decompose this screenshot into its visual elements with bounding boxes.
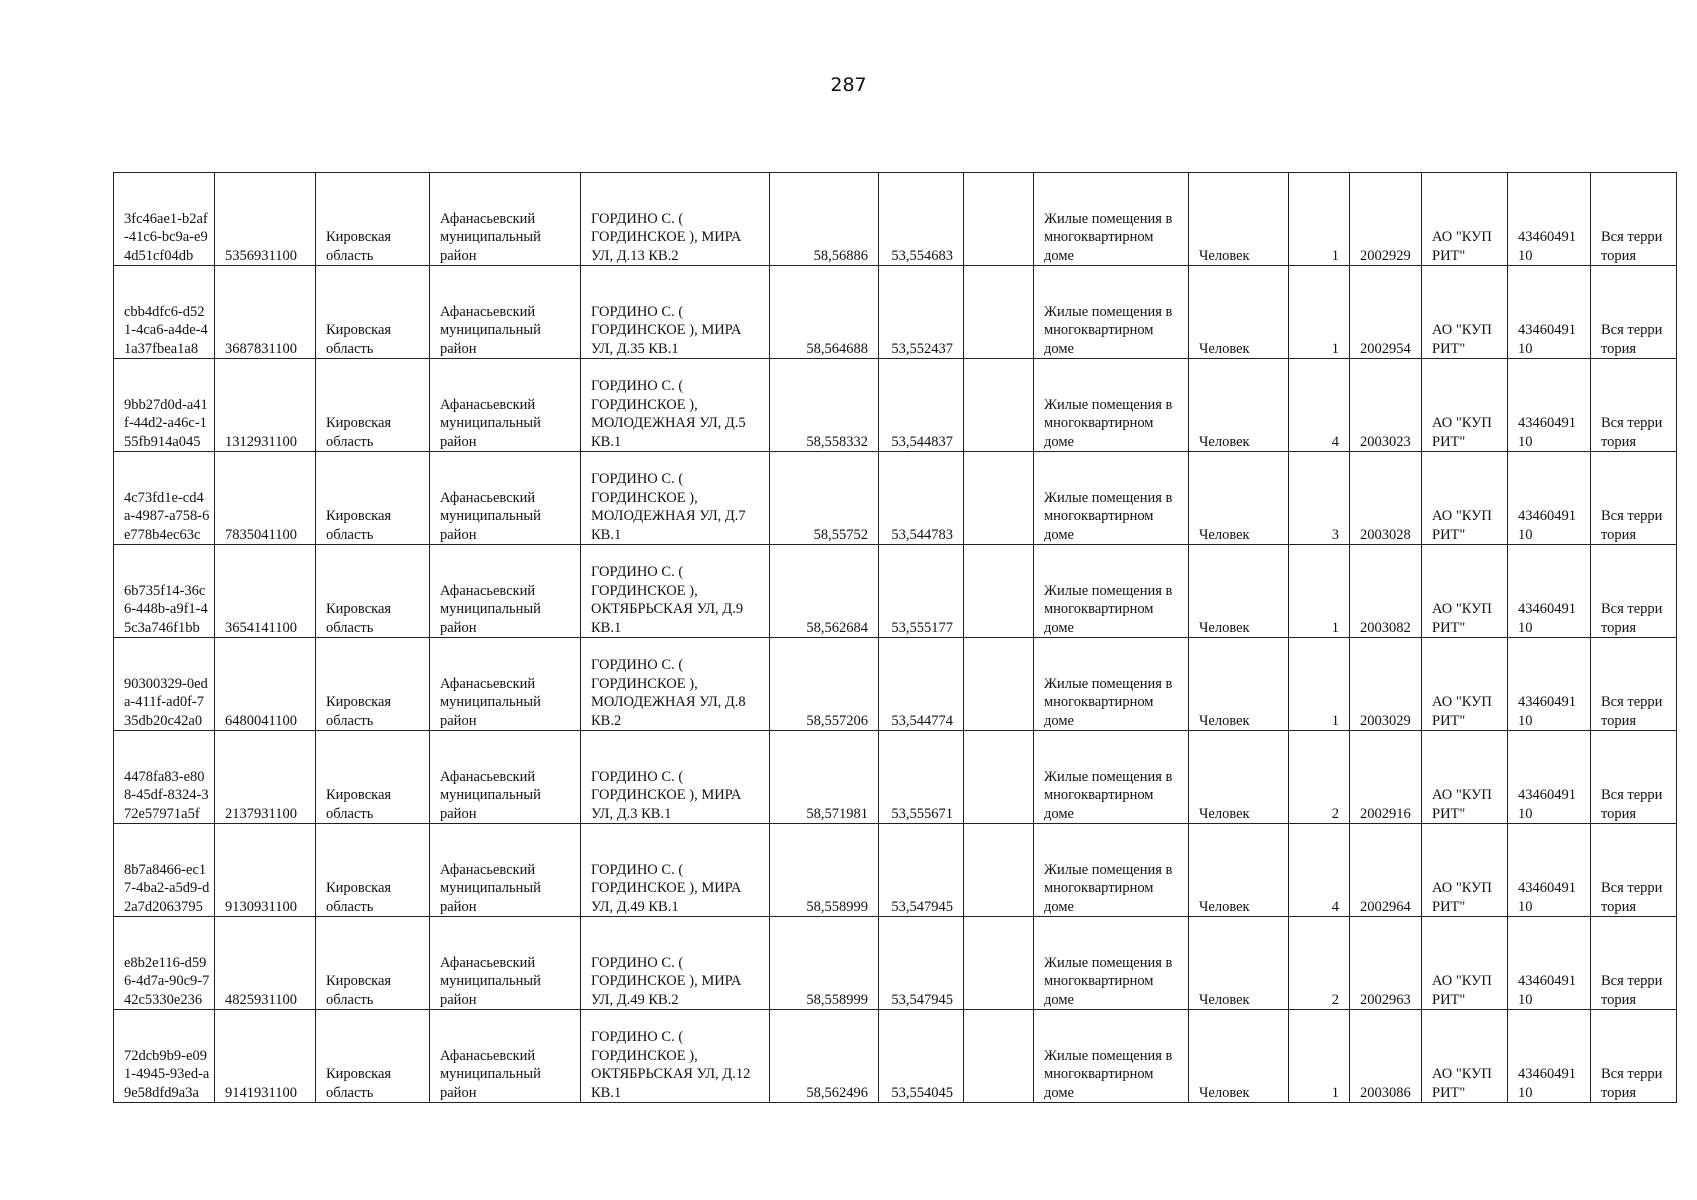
premises-type-cell: Жилые помещения в многоквартирном доме bbox=[1034, 452, 1189, 545]
organization-cell: АО "КУПРИТ" bbox=[1422, 917, 1508, 1010]
number-cell: 2002963 bbox=[1350, 917, 1422, 1010]
inn-cell: 4346049110 bbox=[1508, 917, 1591, 1010]
premises-type-cell: Жилые помещения в многоквартирном доме bbox=[1034, 173, 1189, 266]
region-cell: Кировская область bbox=[316, 917, 430, 1010]
object-id-cell: 9bb27d0d-a41f-44d2-a46c-155fb914a045 bbox=[114, 359, 215, 452]
code-cell: 7835041100 bbox=[215, 452, 316, 545]
region-cell: Кировская область bbox=[316, 638, 430, 731]
premises-type-cell: Жилые помещения в многоквартирном доме bbox=[1034, 266, 1189, 359]
territory-cell: Вся территория bbox=[1591, 545, 1677, 638]
latitude-cell: 58,55752 bbox=[770, 452, 879, 545]
region-cell: Кировская область bbox=[316, 266, 430, 359]
object-id-cell: 4c73fd1e-cd4a-4987-a758-6e778b4ec63c bbox=[114, 452, 215, 545]
region-cell: Кировская область bbox=[316, 545, 430, 638]
table-row bbox=[114, 452, 1677, 545]
address-cell: ГОРДИНО С. ( ГОРДИНСКОЕ ), МИРА УЛ, Д.49 КВ.2 bbox=[581, 917, 770, 1010]
code-cell: 1312931100 bbox=[215, 359, 316, 452]
district-cell: Афанасьевский муниципальный район bbox=[430, 359, 581, 452]
registry-table bbox=[113, 172, 1677, 1103]
latitude-cell: 58,571981 bbox=[770, 731, 879, 824]
region-cell: Кировская область bbox=[316, 824, 430, 917]
count-cell: 1 bbox=[1289, 1010, 1350, 1103]
address-cell: ГОРДИНО С. ( ГОРДИНСКОЕ ), МИРА УЛ, Д.49 КВ.1 bbox=[581, 824, 770, 917]
address-cell: ГОРДИНО С. ( ГОРДИНСКОЕ ), МИРА УЛ, Д.3 КВ.1 bbox=[581, 731, 770, 824]
object-id-cell: 6b735f14-36c6-448b-a9f1-45c3a746f1bb bbox=[114, 545, 215, 638]
code-cell: 3687831100 bbox=[215, 266, 316, 359]
empty-cell bbox=[964, 452, 1034, 545]
number-cell: 2003023 bbox=[1350, 359, 1422, 452]
latitude-cell: 58,562496 bbox=[770, 1010, 879, 1103]
organization-cell: АО "КУПРИТ" bbox=[1422, 731, 1508, 824]
unit-cell: Человек bbox=[1189, 917, 1289, 1010]
unit-cell: Человек bbox=[1189, 824, 1289, 917]
territory-cell: Вся территория bbox=[1591, 917, 1677, 1010]
code-cell: 2137931100 bbox=[215, 731, 316, 824]
count-cell: 4 bbox=[1289, 824, 1350, 917]
count-cell: 2 bbox=[1289, 731, 1350, 824]
inn-cell: 4346049110 bbox=[1508, 1010, 1591, 1103]
organization-cell: АО "КУПРИТ" bbox=[1422, 266, 1508, 359]
territory-cell: Вся территория bbox=[1591, 824, 1677, 917]
number-cell: 2002929 bbox=[1350, 173, 1422, 266]
inn-cell: 4346049110 bbox=[1508, 359, 1591, 452]
longitude-cell: 53,547945 bbox=[879, 917, 964, 1010]
unit-cell: Человек bbox=[1189, 173, 1289, 266]
empty-cell bbox=[964, 266, 1034, 359]
premises-type-cell: Жилые помещения в многоквартирном доме bbox=[1034, 824, 1189, 917]
inn-cell: 4346049110 bbox=[1508, 824, 1591, 917]
organization-cell: АО "КУПРИТ" bbox=[1422, 638, 1508, 731]
number-cell: 2002916 bbox=[1350, 731, 1422, 824]
code-cell: 9130931100 bbox=[215, 824, 316, 917]
table-row bbox=[114, 359, 1677, 452]
district-cell: Афанасьевский муниципальный район bbox=[430, 1010, 581, 1103]
number-cell: 2003029 bbox=[1350, 638, 1422, 731]
table-row bbox=[114, 731, 1677, 824]
count-cell: 1 bbox=[1289, 173, 1350, 266]
number-cell: 2002954 bbox=[1350, 266, 1422, 359]
region-cell: Кировская область bbox=[316, 1010, 430, 1103]
district-cell: Афанасьевский муниципальный район bbox=[430, 452, 581, 545]
empty-cell bbox=[964, 359, 1034, 452]
count-cell: 4 bbox=[1289, 359, 1350, 452]
organization-cell: АО "КУПРИТ" bbox=[1422, 545, 1508, 638]
unit-cell: Человек bbox=[1189, 266, 1289, 359]
premises-type-cell: Жилые помещения в многоквартирном доме bbox=[1034, 638, 1189, 731]
table-row bbox=[114, 266, 1677, 359]
territory-cell: Вся территория bbox=[1591, 173, 1677, 266]
table-row bbox=[114, 638, 1677, 731]
code-cell: 4825931100 bbox=[215, 917, 316, 1010]
latitude-cell: 58,564688 bbox=[770, 266, 879, 359]
empty-cell bbox=[964, 638, 1034, 731]
organization-cell: АО "КУПРИТ" bbox=[1422, 173, 1508, 266]
inn-cell: 4346049110 bbox=[1508, 266, 1591, 359]
unit-cell: Человек bbox=[1189, 359, 1289, 452]
longitude-cell: 53,547945 bbox=[879, 824, 964, 917]
empty-cell bbox=[964, 917, 1034, 1010]
latitude-cell: 58,56886 bbox=[770, 173, 879, 266]
premises-type-cell: Жилые помещения в многоквартирном доме bbox=[1034, 1010, 1189, 1103]
premises-type-cell: Жилые помещения в многоквартирном доме bbox=[1034, 545, 1189, 638]
empty-cell bbox=[964, 824, 1034, 917]
unit-cell: Человек bbox=[1189, 545, 1289, 638]
count-cell: 1 bbox=[1289, 638, 1350, 731]
table-row bbox=[114, 1010, 1677, 1103]
territory-cell: Вся территория bbox=[1591, 266, 1677, 359]
code-cell: 5356931100 bbox=[215, 173, 316, 266]
latitude-cell: 58,562684 bbox=[770, 545, 879, 638]
address-cell: ГОРДИНО С. ( ГОРДИНСКОЕ ), МИРА УЛ, Д.13 КВ.2 bbox=[581, 173, 770, 266]
empty-cell bbox=[964, 1010, 1034, 1103]
organization-cell: АО "КУПРИТ" bbox=[1422, 359, 1508, 452]
longitude-cell: 53,554683 bbox=[879, 173, 964, 266]
table-row bbox=[114, 173, 1677, 266]
empty-cell bbox=[964, 731, 1034, 824]
number-cell: 2003082 bbox=[1350, 545, 1422, 638]
latitude-cell: 58,558999 bbox=[770, 917, 879, 1010]
longitude-cell: 53,544783 bbox=[879, 452, 964, 545]
territory-cell: Вся территория bbox=[1591, 638, 1677, 731]
region-cell: Кировская область bbox=[316, 452, 430, 545]
inn-cell: 4346049110 bbox=[1508, 638, 1591, 731]
table-row bbox=[114, 917, 1677, 1010]
object-id-cell: 4478fa83-e808-45df-8324-372e57971a5f bbox=[114, 731, 215, 824]
organization-cell: АО "КУПРИТ" bbox=[1422, 452, 1508, 545]
territory-cell: Вся территория bbox=[1591, 731, 1677, 824]
latitude-cell: 58,558332 bbox=[770, 359, 879, 452]
district-cell: Афанасьевский муниципальный район bbox=[430, 731, 581, 824]
latitude-cell: 58,558999 bbox=[770, 824, 879, 917]
territory-cell: Вся территория bbox=[1591, 1010, 1677, 1103]
unit-cell: Человек bbox=[1189, 638, 1289, 731]
longitude-cell: 53,552437 bbox=[879, 266, 964, 359]
territory-cell: Вся территория bbox=[1591, 452, 1677, 545]
count-cell: 3 bbox=[1289, 452, 1350, 545]
district-cell: Афанасьевский муниципальный район bbox=[430, 824, 581, 917]
object-id-cell: 3fc46ae1-b2af-41c6-bc9a-e94d51cf04db bbox=[114, 173, 215, 266]
longitude-cell: 53,555177 bbox=[879, 545, 964, 638]
region-cell: Кировская область bbox=[316, 173, 430, 266]
district-cell: Афанасьевский муниципальный район bbox=[430, 917, 581, 1010]
address-cell: ГОРДИНО С. ( ГОРДИНСКОЕ ), МОЛОДЕЖНАЯ УЛ, Д.5 КВ.1 bbox=[581, 359, 770, 452]
inn-cell: 4346049110 bbox=[1508, 173, 1591, 266]
address-cell: ГОРДИНО С. ( ГОРДИНСКОЕ ), МОЛОДЕЖНАЯ УЛ, Д.7 КВ.1 bbox=[581, 452, 770, 545]
object-id-cell: cbb4dfc6-d521-4ca6-a4de-41a37fbea1a8 bbox=[114, 266, 215, 359]
object-id-cell: 8b7a8466-ec17-4ba2-a5d9-d2a7d2063795 bbox=[114, 824, 215, 917]
longitude-cell: 53,554045 bbox=[879, 1010, 964, 1103]
address-cell: ГОРДИНО С. ( ГОРДИНСКОЕ ), МИРА УЛ, Д.35 КВ.1 bbox=[581, 266, 770, 359]
code-cell: 9141931100 bbox=[215, 1010, 316, 1103]
district-cell: Афанасьевский муниципальный район bbox=[430, 638, 581, 731]
object-id-cell: 72dcb9b9-e091-4945-93ed-a9e58dfd9a3a bbox=[114, 1010, 215, 1103]
number-cell: 2002964 bbox=[1350, 824, 1422, 917]
longitude-cell: 53,555671 bbox=[879, 731, 964, 824]
longitude-cell: 53,544837 bbox=[879, 359, 964, 452]
table-row bbox=[114, 545, 1677, 638]
district-cell: Афанасьевский муниципальный район bbox=[430, 173, 581, 266]
address-cell: ГОРДИНО С. ( ГОРДИНСКОЕ ), МОЛОДЕЖНАЯ УЛ, Д.8 КВ.2 bbox=[581, 638, 770, 731]
empty-cell bbox=[964, 545, 1034, 638]
organization-cell: АО "КУПРИТ" bbox=[1422, 824, 1508, 917]
inn-cell: 4346049110 bbox=[1508, 545, 1591, 638]
code-cell: 3654141100 bbox=[215, 545, 316, 638]
number-cell: 2003028 bbox=[1350, 452, 1422, 545]
address-cell: ГОРДИНО С. ( ГОРДИНСКОЕ ), ОКТЯБРЬСКАЯ УЛ, Д.9 КВ.1 bbox=[581, 545, 770, 638]
district-cell: Афанасьевский муниципальный район bbox=[430, 266, 581, 359]
unit-cell: Человек bbox=[1189, 1010, 1289, 1103]
page-number: 287 bbox=[830, 74, 867, 96]
premises-type-cell: Жилые помещения в многоквартирном доме bbox=[1034, 731, 1189, 824]
code-cell: 6480041100 bbox=[215, 638, 316, 731]
number-cell: 2003086 bbox=[1350, 1010, 1422, 1103]
address-cell: ГОРДИНО С. ( ГОРДИНСКОЕ ), ОКТЯБРЬСКАЯ УЛ, Д.12 КВ.1 bbox=[581, 1010, 770, 1103]
longitude-cell: 53,544774 bbox=[879, 638, 964, 731]
count-cell: 1 bbox=[1289, 266, 1350, 359]
inn-cell: 4346049110 bbox=[1508, 731, 1591, 824]
count-cell: 2 bbox=[1289, 917, 1350, 1010]
inn-cell: 4346049110 bbox=[1508, 452, 1591, 545]
latitude-cell: 58,557206 bbox=[770, 638, 879, 731]
object-id-cell: 90300329-0eda-411f-ad0f-735db20c42a0 bbox=[114, 638, 215, 731]
district-cell: Афанасьевский муниципальный район bbox=[430, 545, 581, 638]
region-cell: Кировская область bbox=[316, 359, 430, 452]
territory-cell: Вся территория bbox=[1591, 359, 1677, 452]
count-cell: 1 bbox=[1289, 545, 1350, 638]
premises-type-cell: Жилые помещения в многоквартирном доме bbox=[1034, 917, 1189, 1010]
object-id-cell: e8b2e116-d596-4d7a-90c9-742c5330e236 bbox=[114, 917, 215, 1010]
premises-type-cell: Жилые помещения в многоквартирном доме bbox=[1034, 359, 1189, 452]
region-cell: Кировская область bbox=[316, 731, 430, 824]
organization-cell: АО "КУПРИТ" bbox=[1422, 1010, 1508, 1103]
unit-cell: Человек bbox=[1189, 452, 1289, 545]
unit-cell: Человек bbox=[1189, 731, 1289, 824]
registry-table-body bbox=[114, 173, 1677, 1103]
table-row bbox=[114, 824, 1677, 917]
empty-cell bbox=[964, 173, 1034, 266]
